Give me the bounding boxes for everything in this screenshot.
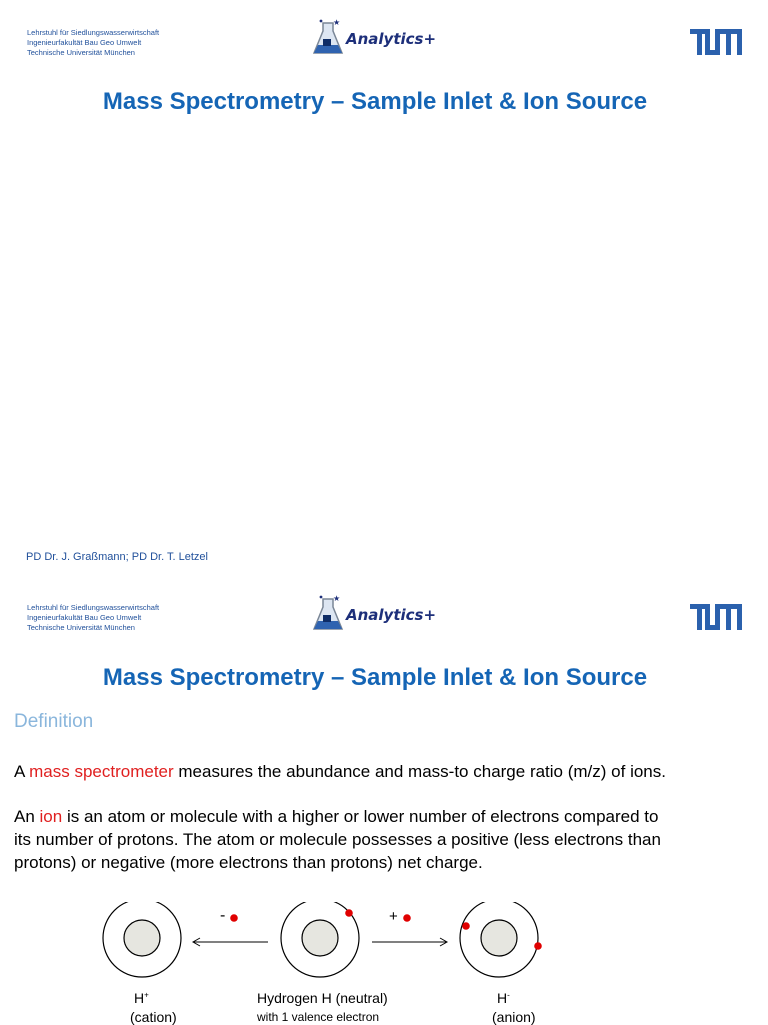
mass-spectrometer-definition	[14, 760, 666, 783]
electron-2	[534, 942, 542, 950]
cation-atom	[103, 902, 181, 977]
analytics-logo	[313, 593, 443, 635]
chair-line-2: Ingenieurfakultät Bau Geo Umwelt	[27, 613, 142, 622]
arrow-left	[193, 914, 268, 946]
chair-info	[27, 603, 159, 633]
logo-text: Analytics+	[346, 30, 437, 48]
chair-info	[27, 28, 159, 58]
cation-label: (cation)	[130, 1009, 177, 1025]
electron-1	[462, 922, 470, 930]
ion-definition-line-2: its number of protons. The atom or molecule possesses a positive (less electrons than	[14, 830, 661, 849]
para1-suffix: measures the abundance and mass-to charge ratio (m/z) of ions.	[173, 762, 666, 781]
slide-2	[0, 580, 768, 1024]
arrow-right	[372, 914, 447, 946]
chair-line-3: Technische Universität München	[27, 48, 135, 57]
flask-icon	[313, 593, 347, 635]
para1-prefix: A	[14, 762, 30, 781]
minus-sign: -	[220, 907, 226, 924]
slide-title: Mass Spectrometry – Sample Inlet & Ion Source	[102, 664, 648, 691]
chair-line-1: Lehrstuhl für Siedlungswasserwirtschaft	[27, 603, 160, 612]
anion-charge: -	[507, 990, 510, 1000]
slide-title: Mass Spectrometry – Sample Inlet & Ion Source	[102, 88, 648, 115]
svg-text:★: ★	[333, 594, 341, 603]
valence-electron	[345, 909, 353, 917]
para2-line1: is an atom or molecule with a higher or lower number of electrons compared to	[62, 807, 659, 826]
neutral-sublabel: with 1 valence electron	[257, 1010, 380, 1024]
added-electron	[403, 914, 411, 922]
ion-definition-line-3: protons) or negative (more electrons than protons) net charge.	[14, 853, 483, 872]
plus-sign: +	[389, 908, 398, 925]
ion-definition-line-1	[14, 805, 661, 828]
cation-symbol	[134, 990, 149, 1006]
anion-h: H	[497, 990, 508, 1006]
flask-icon	[313, 17, 347, 59]
mass-spectrometer-term: mass spectrometer	[29, 762, 174, 781]
chair-line-3: Technische Universität München	[27, 623, 135, 632]
analytics-logo	[313, 17, 443, 59]
anion-label: (anion)	[492, 1009, 536, 1025]
neutral-label: Hydrogen H (neutral)	[257, 990, 388, 1006]
cation-charge: +	[144, 990, 149, 1000]
chair-line-1: Lehrstuhl für Siedlungswasserwirtschaft	[27, 28, 160, 37]
section-heading: Definition	[14, 711, 94, 732]
ion-term: ion	[39, 807, 63, 826]
neutral-atom	[281, 902, 359, 977]
authors: PD Dr. J. Graßmann; PD Dr. T. Letzel	[26, 551, 208, 563]
tum-logo	[690, 29, 742, 55]
cation-h: H	[134, 990, 145, 1006]
removed-electron	[230, 914, 238, 922]
tum-logo	[690, 604, 742, 630]
anion-symbol	[497, 990, 510, 1006]
ion-definition	[14, 805, 661, 874]
logo-text: Analytics+	[346, 606, 437, 624]
chair-line-2: Ingenieurfakultät Bau Geo Umwelt	[27, 38, 142, 47]
anion-atom	[460, 902, 542, 977]
svg-text:★: ★	[333, 18, 341, 27]
para2-prefix: An	[14, 807, 40, 826]
